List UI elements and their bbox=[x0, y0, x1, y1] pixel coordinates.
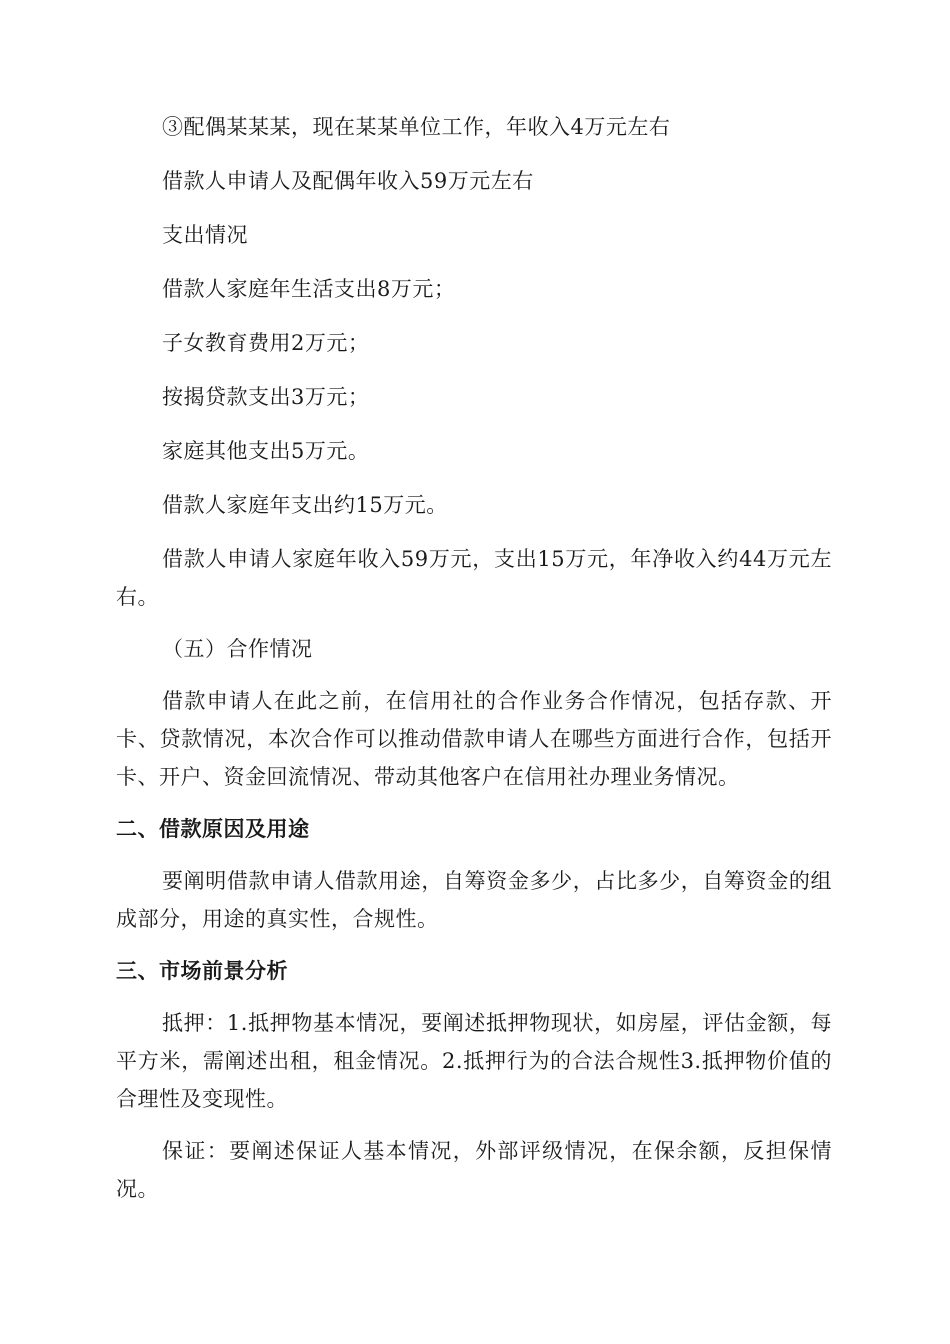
section-heading-loan-purpose: 二、借款原因及用途 bbox=[116, 817, 310, 841]
paragraph-spouse-income: ③配偶某某某，现在某某单位工作，年收入4万元左右 bbox=[162, 115, 671, 139]
section-heading-cooperation: （五）合作情况 bbox=[162, 637, 313, 661]
paragraph-total-expense: 借款人家庭年支出约15万元。 bbox=[162, 493, 448, 517]
paragraph-net-income: 借款人申请人家庭年收入59万元，支出15万元，年净收入约44万元左右。 bbox=[116, 547, 832, 609]
document-body bbox=[116, 108, 832, 1208]
section-heading-market-analysis: 三、市场前景分析 bbox=[116, 959, 288, 983]
paragraph-other-expense: 家庭其他支出5万元。 bbox=[162, 439, 370, 463]
paragraph-total-income: 借款人申请人及配偶年收入59万元左右 bbox=[162, 169, 534, 193]
paragraph-guarantee: 保证：要阐述保证人基本情况，外部评级情况，在保余额，反担保情况。 bbox=[116, 1139, 832, 1201]
paragraph-collateral: 抵押：1.抵押物基本情况，要阐述抵押物现状，如房屋，评估金额，每平方米，需阐述出租，租金情况。2.抵押行为的合法合规性3.抵押物价值的合理性及变现性。 bbox=[116, 1011, 832, 1111]
paragraph-loan-purpose: 要阐明借款申请人借款用途，自筹资金多少，占比多少，自筹资金的组成部分，用途的真实性，合规性。 bbox=[116, 869, 832, 931]
paragraph-mortgage-expense: 按揭贷款支出3万元； bbox=[162, 385, 370, 409]
paragraph-living-expense: 借款人家庭年生活支出8万元； bbox=[162, 277, 456, 301]
paragraph-cooperation: 借款申请人在此之前，在信用社的合作业务合作情况，包括存款、开卡、贷款情况，本次合作可以推动借款申请人在哪些方面进行合作，包括开卡、开户、资金回流情况、带动其他客户在信用社办理业务情况。 bbox=[116, 689, 832, 789]
paragraph-education-expense: 子女教育费用2万元； bbox=[162, 331, 370, 355]
paragraph-expense-heading: 支出情况 bbox=[162, 223, 248, 247]
